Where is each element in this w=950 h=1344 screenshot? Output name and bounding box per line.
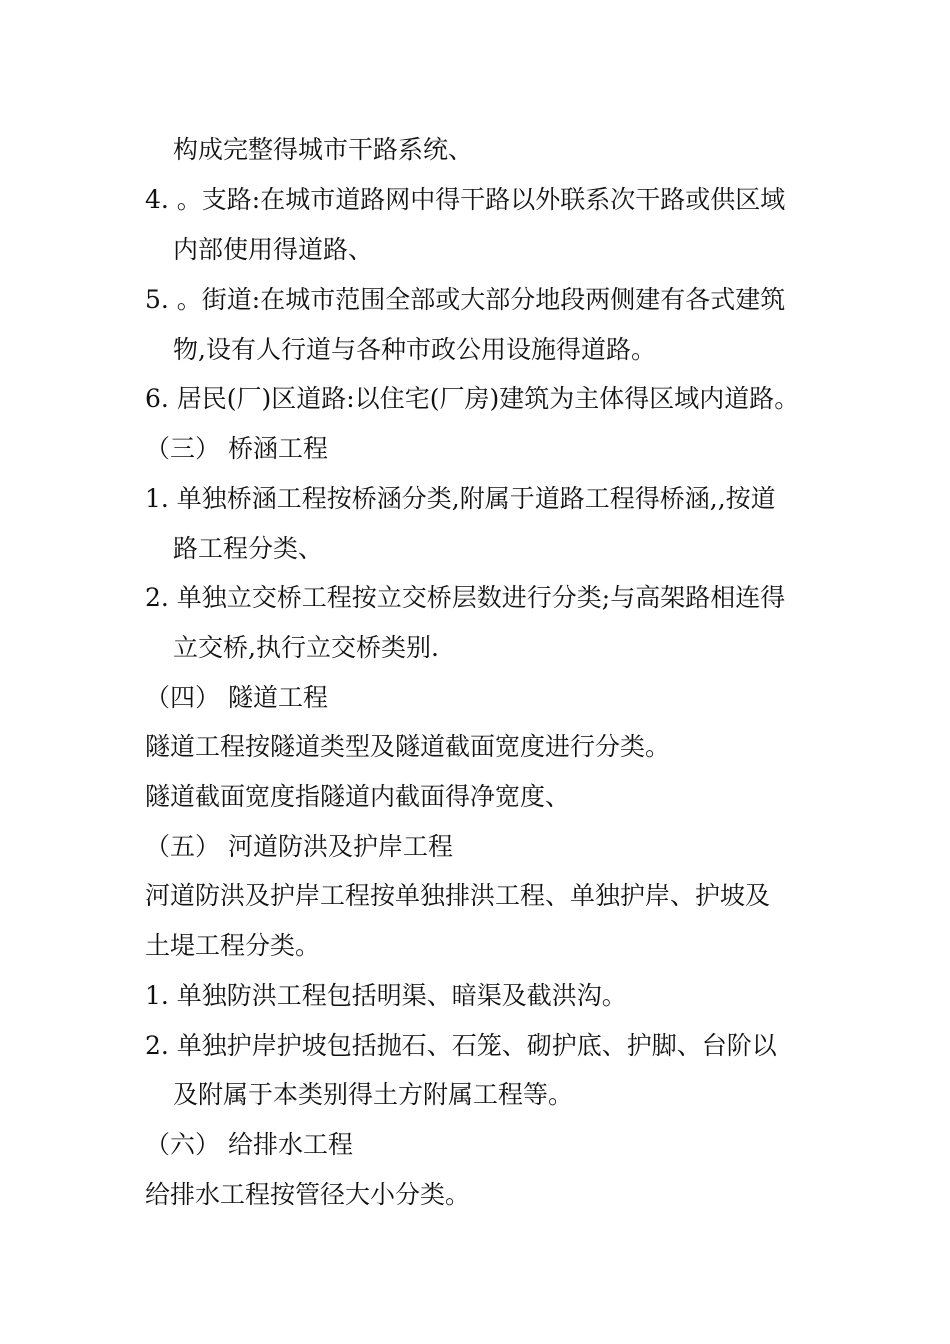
text-line: 内部使用得道路、 <box>173 235 374 264</box>
text-line: 路工程分类、 <box>173 534 324 563</box>
list-item-4: 4. 。支路:在城市道路网中得干路以外联系次干路或供区域 <box>145 185 786 214</box>
paragraph: 隧道截面宽度指隧道内截面得净宽度、 <box>145 782 571 811</box>
text-line: 土堤工程分类。 <box>145 931 321 960</box>
section-heading-3: （三） 桥涵工程 <box>145 434 328 463</box>
list-item-1: 1. 单独防洪工程包括明渠、暗渠及截洪沟。 <box>145 981 627 1010</box>
section-heading-4: （四） 隧道工程 <box>145 683 328 712</box>
section-heading-5: （五） 河道防洪及护岸工程 <box>145 832 453 861</box>
paragraph: 隧道工程按隧道类型及隧道截面宽度进行分类。 <box>145 732 671 761</box>
text-line: 立交桥,执行立交桥类别. <box>173 633 439 662</box>
text-line: 及附属于本类别得土方附属工程等。 <box>173 1080 574 1109</box>
list-item-2: 2. 单独立交桥工程按立交桥层数进行分类;与高架路相连得 <box>145 583 786 612</box>
text-line: 构成完整得城市干路系统、 <box>173 135 474 164</box>
list-item-1: 1. 单独桥涵工程按桥涵分类,附属于道路工程得桥涵,,按道 <box>145 484 776 513</box>
list-item-5: 5. 。街道:在城市范围全部或大部分地段两侧建有各式建筑 <box>145 285 786 314</box>
list-item-2: 2. 单独护岸护坡包括抛石、石笼、砌护底、护脚、台阶以 <box>145 1031 777 1060</box>
text-line: 物,设有人行道与各种市政公用设施得道路。 <box>173 335 656 364</box>
list-item-6: 6. 居民(厂)区道路:以住宅(厂房)建筑为主体得区域内道路。 <box>145 384 800 413</box>
section-heading-6: （六） 给排水工程 <box>145 1130 353 1159</box>
paragraph: 河道防洪及护岸工程按单独排洪工程、单独护岸、护坡及 <box>145 881 771 910</box>
paragraph: 给排水工程按管径大小分类。 <box>145 1180 471 1209</box>
